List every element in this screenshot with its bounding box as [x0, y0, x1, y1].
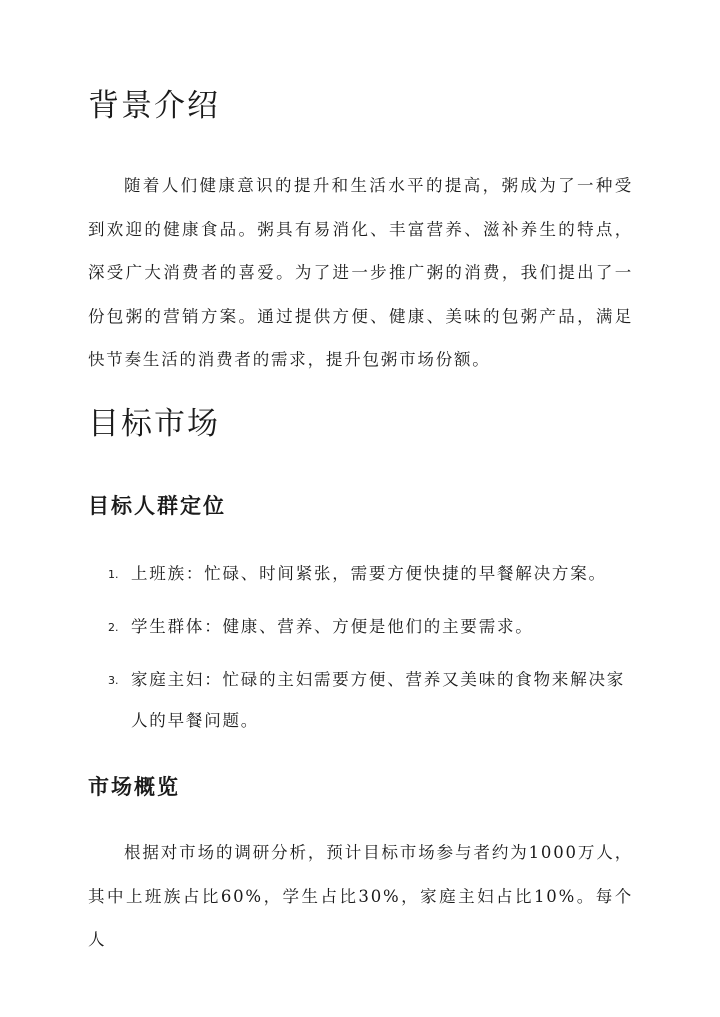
- list-item-number: 2.: [108, 621, 119, 634]
- overview-paragraph: 根据对市场的调研分析，预计目标市场参与者约为1000万人，其中上班族占比60%，学生占比30%，家庭主妇占比10%。每个人: [88, 843, 633, 949]
- audience-list: [88, 553, 633, 753]
- list-item: [88, 659, 633, 741]
- list-item: [88, 553, 633, 594]
- list-item-number: 1.: [108, 568, 119, 581]
- list-item-text: 学生群体：健康、营养、方便是他们的主要需求。: [131, 617, 534, 636]
- section-title-background: 背景介绍: [88, 88, 220, 124]
- subsection-title-audience: 目标人群定位: [88, 493, 226, 518]
- list-item-text: 上班族：忙碌、时间紧张，需要方便快捷的早餐解决方案。: [131, 564, 607, 583]
- list-item: [88, 606, 633, 647]
- section-title-target-market: 目标市场: [88, 406, 220, 442]
- subsection-title-overview: 市场概览: [88, 774, 180, 799]
- background-paragraph: 随着人们健康意识的提升和生活水平的提高，粥成为了一种受到欢迎的健康食品。粥具有易消化、丰富营养、滋补养生的特点，深受广大消费者的喜爱。为了进一步推广粥的消费，我们提出了一份包粥的营销方案。通过提供方便、健康、美味的包粥产品，满足快节奏生活的消费者的需求，提升包粥市场份额。: [88, 176, 633, 369]
- list-item-text: 家庭主妇：忙碌的主妇需要方便、营养又美味的食物来解决家人的早餐问题。: [131, 670, 626, 730]
- list-item-number: 3.: [108, 674, 119, 687]
